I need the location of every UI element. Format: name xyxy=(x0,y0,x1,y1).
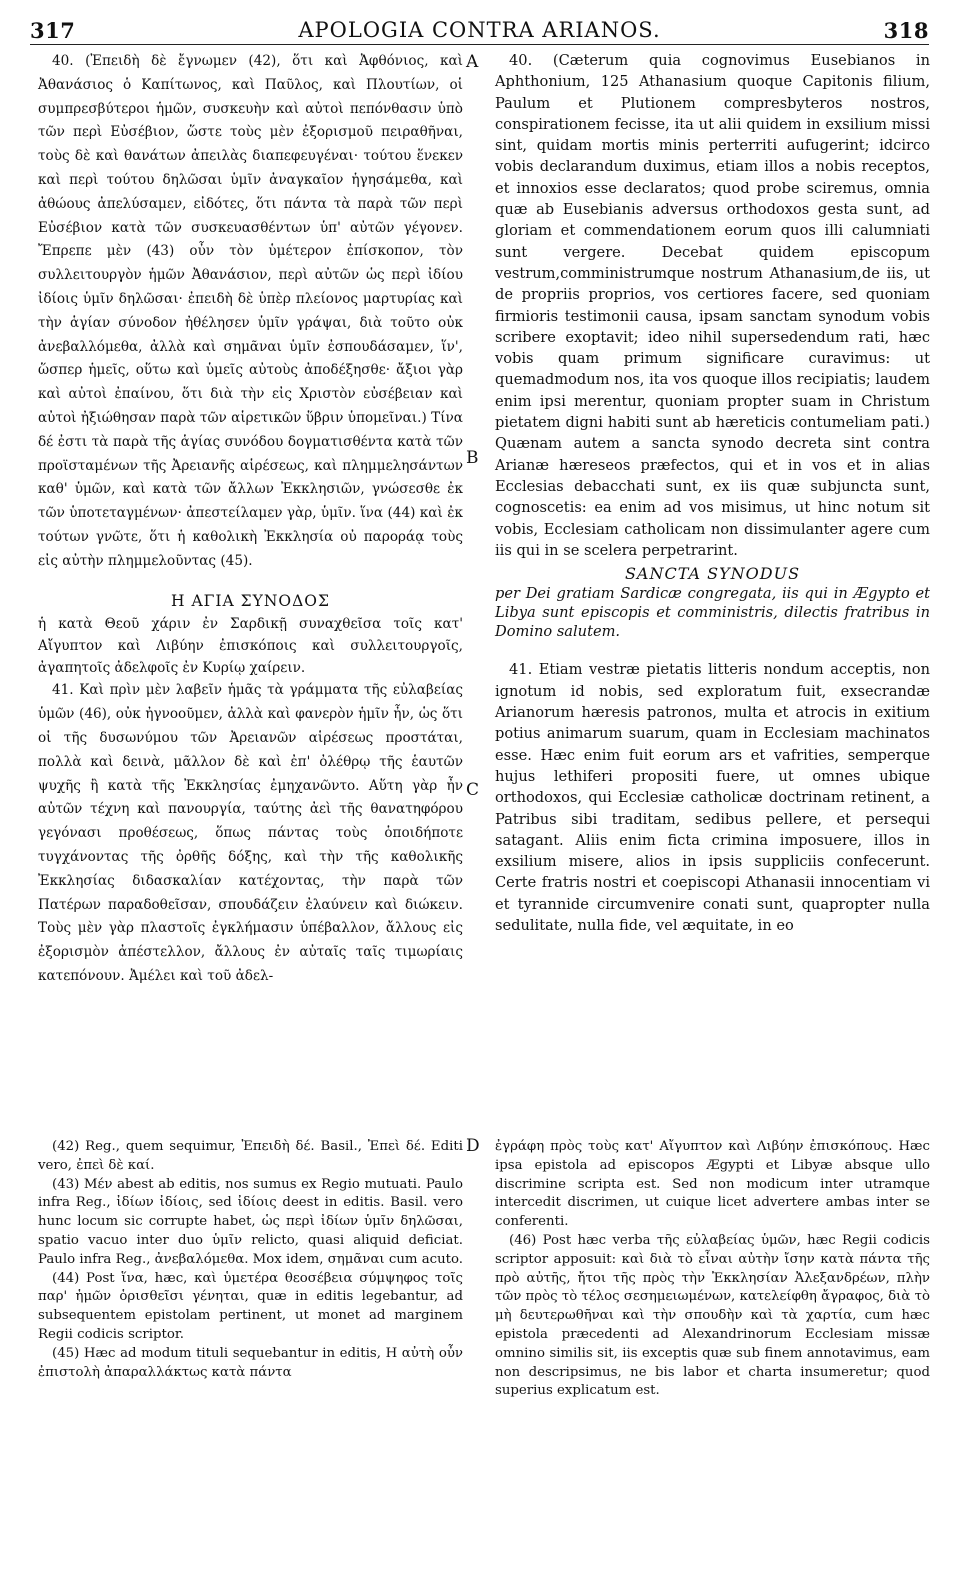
margin-marker-a: A xyxy=(466,52,479,72)
latin-heading: SANCTA SYNODUS xyxy=(624,564,801,584)
page-number-left: 317 xyxy=(30,18,76,43)
footnotes-right xyxy=(495,1138,930,1401)
footnote-45: (45) Hæc ad modum tituli sequebantur in editis, Η αὐτὴ οὖν ἐπιστολὴ ἀπαραλλάκτως κατὰ πάντα xyxy=(38,1345,463,1380)
page-header xyxy=(30,18,929,44)
margin-marker-b: B xyxy=(466,448,479,468)
footnote-43: (43) Μέν abest ab editis, nos sumus ex Regio mutuati. Paulo infra Reg., ἰδίων ἰδίοις, sed ἰδίοις deest in editis. Basil. vero hunc locum sic corrupte habet, ὡς περὶ ἰδίων ὑμῖν δηλῶσαι, spatio vacuo inter duo ὑμῖν relicto, quasi aliquid deficiat. Paulo infra Reg., ἀνεβαλόμεθα. Mox idem, σημᾶναι cum acuto. xyxy=(38,1176,464,1267)
page-number-right: 318 xyxy=(883,18,929,43)
latin-paragraph-41: 41. Etiam vestræ pietatis litteris nondum acceptis, non ignotum id nobis, sed exploratum fuit, exsecrandæ Arianorum hæresis patronos, multa et atrocis in exitium potius animarum suarum, quam in Ecclesiam machinatos esse. Hæc enim fuit eorum ars et vafrities, semperque hujus lethiferi propositi fuere, ut omnes ubique orthodoxos, qui Ecclesiæ catholicæ doctrinam retinent, a Patribus sibi traditam, sedibus pellere, et persequi satagant. Aliis enim ficta crimina imposuere, illos in exsilium misere, alios in ipsis suppliciis confecerunt. Certe fratris nostri et coepiscopi Athanasii innocentiam vi et tyrannide circumvenire conati sunt, quapropter nulla sedulitate, nulla fide, vel æquitate, in eo xyxy=(495,661,930,934)
greek-address: ἡ κατὰ Θεοῦ χάριν ἐν Σαρδικῇ συναχθεῖσα τοῖς κατ' Αἴγυπτον καὶ Λιβύην ἐπισκόποις καὶ συλλειτουργοῖς, ἀγαπητοῖς ἀδελφοῖς ἐν Κυρίῳ χαίρειν. xyxy=(38,616,463,677)
header-rule xyxy=(30,44,929,45)
latin-column xyxy=(495,50,930,936)
margin-marker-c: C xyxy=(466,780,480,800)
margin-marker-d: D xyxy=(466,1136,480,1156)
running-title: APOLOGIA CONTRA ARIANOS. xyxy=(298,18,661,42)
footnote-44: (44) Post ἵνα, hæc, καὶ ὑμετέρα θεοσέβεια σύμψηφος τοῖς παρ' ἡμῶν ὁρισθεῖσι γένηται, quæ in editis legebantur, ad subsequentem epistolam pertinent, ut monet ad marginem Regii codicis scriptor. xyxy=(38,1270,463,1342)
greek-heading: Η ΑΓΙΑ ΣΥΝΟΔΟΣ xyxy=(171,591,330,610)
latin-address: per Dei gratiam Sardicæ congregata, iis qui in Ægypto et Libya sunt episcopis et comministris, dilectis fratribus in Domino salutem. xyxy=(495,585,930,641)
greek-paragraph-41: 41. Καὶ πρὶν μὲν λαβεῖν ἡμᾶς τὰ γράμματα τῆς εὐλαβείας ὑμῶν (46), οὐκ ἠγνοοῦμεν, ἀλλὰ καὶ φανερὸν ἡμῖν ἦν, ὡς ὅτι οἱ τῆς δυσωνύμου τῶν Ἀρειανῶν αἱρέσεως προστάται, πολλὰ καὶ δεινὰ, μᾶλλον δὲ καὶ ἐπ' ὀλέθρῳ τῆς ἑαυτῶν ψυχῆς ἢ κατὰ τῆς Ἐκκλησίας ἐμηχανῶντο. Αὕτη γὰρ ἦν αὐτῶν τέχνη καὶ πανουργία, ταύτης ἀεὶ τῆς θανατηφόρου γεγόνασι προθέσεως, ὅπως πάντας τοὺς ὁποιδήποτε τυγχάνοντας τῆς ὀρθῆς δόξης, καὶ τὴν τῆς καθολικῆς Ἐκκλησίας διδασκαλίαν κατέχοντας, τὴν παρὰ τῶν Πατέρων παραδοθεῖσαν, σπουδάζειν ἐλαύνειν καὶ διώκειν. Τοὺς μὲν γὰρ πλαστοῖς ἐγκλήμασιν ὑπέβαλλον, ἄλλους εἰς ἐξορισμὸν ἀπέστελλον, ἄλλους ἐν αὐταῖς ταῖς τιμωρίαις κατεπόνουν. Ἀμέλει καὶ τοῦ ἀδελ- xyxy=(38,682,463,984)
footnote-45-continued: ἐγράφη πρὸς τοὺς κατ' Αἴγυπτον καὶ Λιβύην ἐπισκόπους. Hæc ipsa epistola ad episcopos Ægypti et Libyæ absque ullo discrimine scripta est. Sed non modicum inter utramque intercedit discrimen, ut cuique licet advertere ambas inter se conferenti. xyxy=(495,1139,930,1230)
latin-paragraph-40: 40. (Cæterum quia cognovimus Eusebianos in Aphthonium, 125 Athanasium quoque Capitonis filium, Paulum et Plutionem compresbyteros nostros, conspirationem fecisse, ita ut alii quidem in exsilium missi sint, quidam mortis minis perterriti aufugerint; idcirco vobis declarandum duximus, etiam illos a nobis receptos, et innoxios esse declaratos; quod probe sciremus, omnia quæ ab Eusebianis adversus orthodoxos gesta sunt, ad gloriam et commendationem eorum quos illi calumniati sunt vergere. Decebat quidem episcopum vestrum,comministrumque nostrum Athanasium,de iis, ut de propriis proprios, vos certiores facere, sed quoniam firmioris testimonii causa, ipsam sanctam synodum vobis scribere exoptavit; ideo nihil supersedendum rati, hæc vobis quam primum significare curavimus: ut quemadmodum nos, ita vos quoque illos recipiatis; laudem enim ipsi merentur, quoniam propter suam in Christum pietatem digni habiti sunt ab hæreticis contumeliam pati.) Quænam autem a sancta synodo decreta sint contra Arianæ hæreseos præfectos, qui et in vos et in alias Ecclesias debacchati sunt, ex iis quæ subjuncta sunt, cognoscetis: ea enim ad vos misimus, ut hinc notum sit vobis, Ecclesiam catholicam non dissimulanter agere cum iis qui in se scelera perpetrarint. xyxy=(495,52,930,559)
footnotes-left xyxy=(38,1138,463,1382)
greek-column xyxy=(38,50,463,989)
footnote-42: (42) Reg., quem sequimur, Ἐπειδὴ δέ. Basil., Ἐπεὶ δέ. Editi vero, ἐπεὶ δὲ καί. xyxy=(38,1139,463,1173)
greek-paragraph-40: 40. (Ἐπειδὴ δὲ ἔγνωμεν (42), ὅτι καὶ Ἀφθόνιος, καὶ Ἀθανάσιος ὁ Καπίτωνος, καὶ Παῦλος, καὶ Πλουτίων, οἱ συμπρεσβύτεροι ἡμῶν, συσκευὴν καὶ αὐτοὶ πεπόνθασιν ὑπὸ τῶν περὶ Εὐσέβιον, ὥστε τοὺς μὲν ἐξορισμοῦ πειραθῆναι, τοὺς δὲ καὶ θανάτων ἀπειλὰς διαπεφευγέναι· τούτου ἕνεκεν καὶ περὶ τούτου δηλῶσαι ὑμῖν ἀναγκαῖον ἡγησάμεθα, καὶ ἀθώους ἀπελύσαμεν, εἰδότες, ὅτι πάντα τὰ παρὰ τῶν περὶ Εὐσέβιον κατὰ τῶν συσκευασθέντων ὑπ' αὐτῶν γέγονεν. Ἔπρεπε μὲν (43) οὖν τὸν ὑμέτερον ἐπίσκοπον, τὸν συλλειτουργὸν ἡμῶν Ἀθανάσιον, περὶ αὐτῶν ὡς περὶ ἰδίου ἰδίοις ὑμῖν δηλῶσαι· ἐπειδὴ δὲ ὑπὲρ πλείονος μαρτυρίας καὶ τὴν ἁγίαν σύνοδον ἠθέλησεν ὑμῖν γράψαι, διὰ τοῦτο οὐκ ἀνεβαλλόμεθα, ἀλλὰ καὶ σημᾶναι ὑμῖν ἐσπουδάσαμεν, ἵν', ὥσπερ ἡμεῖς, οὕτω καὶ ὑμεῖς αὐτοὺς ἀποδέξησθε· ἄξιοι γὰρ καὶ αὐτοὶ ἐπαίνου, ὅτι διὰ τὴν εἰς Χριστὸν εὐσέβειαν καὶ αὐτοὶ ἠξιώθησαν παρὰ τῶν αἱρετικῶν ὕβριν ὑπομεῖναι.) Τίνα δέ ἐστι τὰ παρὰ τῆς ἁγίας συνόδου δογματισθέντα κατὰ τῶν προϊσταμένων τῆς Ἀρειανῆς αἱρέσεως, καὶ πλημμελησάντων καθ' ὑμῶν, καὶ κατὰ τῶν ἄλλων Ἐκκλησιῶν, γνώσεσθε ἐκ τῶν ὑποτεταγμένων· ἀπεστείλαμεν γὰρ, ὑμῖν. ἵνα (44) καὶ ἐκ τούτων γνῶτε, ὅτι ἡ καθολικὴ Ἐκκλησία οὐ παροράᾳ τοὺς εἰς αὐτὴν πλημμελοῦντας (45). xyxy=(38,53,463,569)
footnote-46: (46) Post hæc verba τῆς εὐλαβείας ὑμῶν, hæc Regii codicis scriptor apposuit: καὶ διὰ τὸ εἶναι αὐτὴν ἴσην κατὰ πάντα τῆς πρὸ αὐτῆς, ἤτοι τῆς πρὸς τὴν Ἐκκλησίαν Ἀλεξανδρέων, πλὴν τῶν πρὸς τὸ τέλος σεσημειωμένων, κατελείφθη ἄγραφος, διὰ τὸ μὴ δευτερωθῆναι καὶ τὴν σπουδὴν καὶ τὰ χαρτία, cum hæc epistola præcedenti ad Alexandrinorum Ecclesiam missæ omnino similis sit, iis exceptis quæ sub finem annotavimus, eam non descripsimus, ne bis labor et charta insumeretur; quod superius explicatum est. xyxy=(495,1232,930,1399)
